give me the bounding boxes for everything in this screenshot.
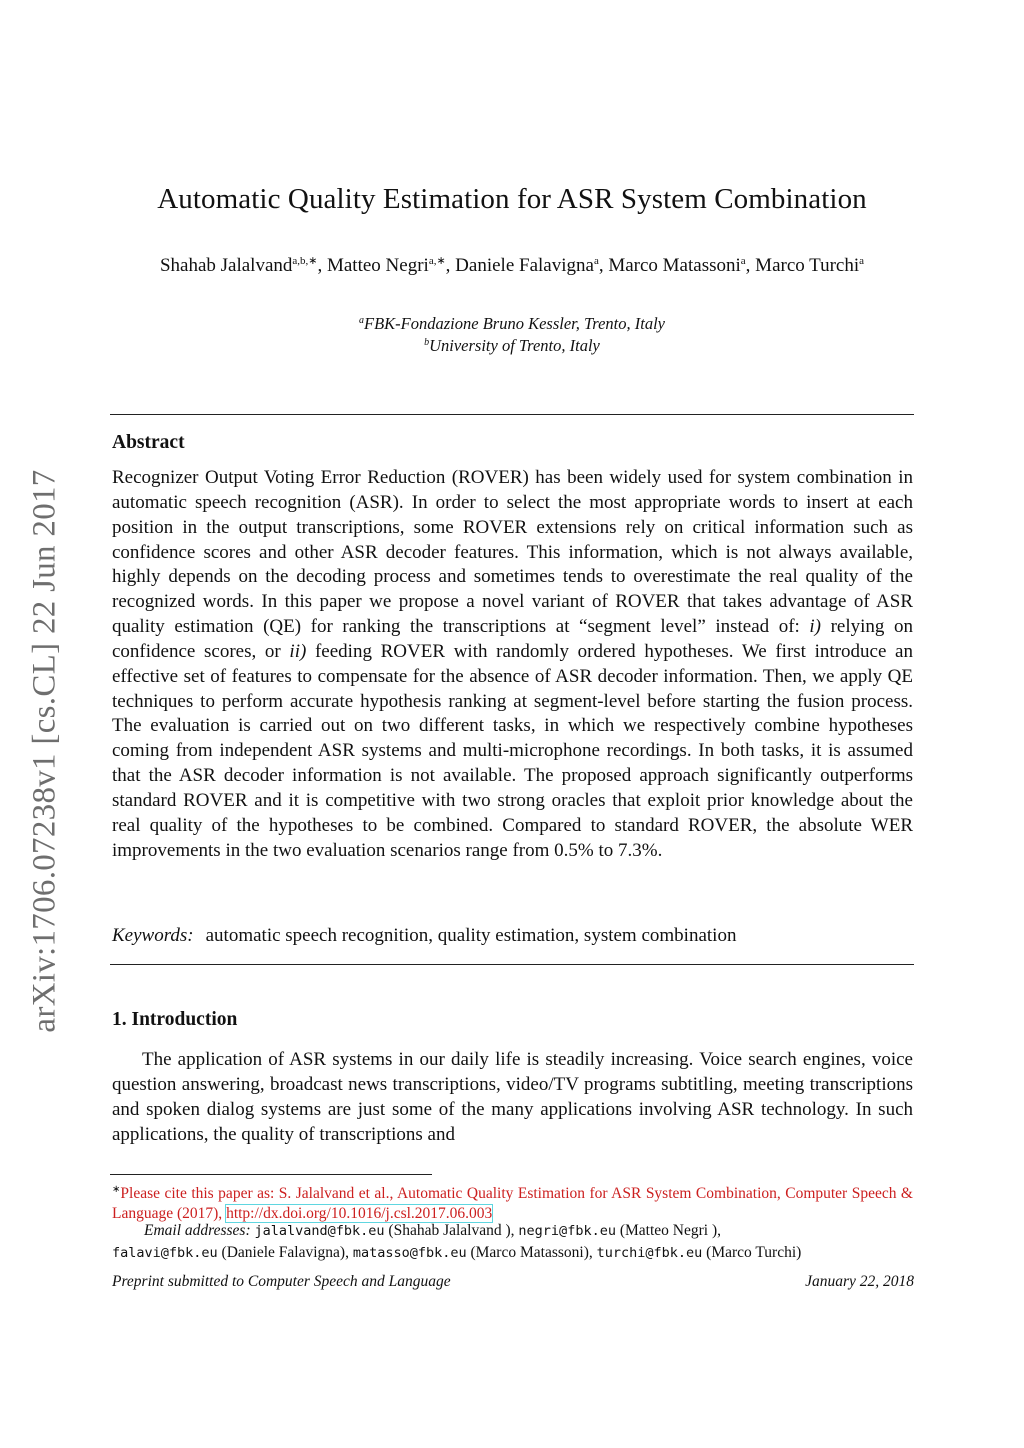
citation-footnote <box>112 1180 913 1224</box>
abstract-text-part1: Recognizer Output Voting Error Reduction (ROVER) has been widely used for system combination in automatic speech recognition (ASR). In order to select the most appropriate words to insert at each position in the output transcriptions, some ROVER extensions rely on critical information such as confidence scores and other ASR decoder features. This information, which is not always available, highly depends on the decoding process and sometimes tends to overestimate the real quality of the recognized words. In this paper we propose a novel variant of ROVER that takes advantage of ASR quality estimation (QE) for ranking the transcriptions at “segment level” instead of: <box>112 467 913 638</box>
email-owner: (Marco Turchi) <box>702 1244 802 1261</box>
email-label: Email addresses: <box>144 1222 251 1239</box>
citation-text: Please cite this paper as: S. Jalalvand et al., Automatic Quality Estimation for ASR System Combination, Computer Speech & Language (2017), <box>112 1185 913 1222</box>
abstract-text-part2: relying on confidence scores, or <box>112 616 913 662</box>
abstract-marker-i: i) <box>809 616 822 638</box>
email-owner: (Daniele Falavigna), <box>217 1244 353 1261</box>
author-name: Shahab Jalalvand <box>159 255 293 276</box>
author-affil-mark: a,∗ <box>428 255 446 267</box>
keywords <box>112 925 736 947</box>
email-link[interactable]: jalalvand@fbk.eu <box>254 1223 385 1239</box>
abstract-body <box>112 466 913 864</box>
affiliation-a <box>0 314 1024 334</box>
paper-title: Automatic Quality Estimation for ASR System Combination <box>157 183 867 215</box>
footnote-star: ∗ <box>112 1184 121 1195</box>
email-link[interactable]: negri@fbk.eu <box>518 1223 616 1239</box>
doi-link[interactable]: http://dx.doi.org/10.1016/j.csl.2017.06.003 <box>226 1205 493 1222</box>
arxiv-identifier: arXiv:1706.07238v1 [cs.CL] 22 Jun 2017 <box>26 469 63 1033</box>
author-separator: , <box>745 255 756 276</box>
email-link[interactable]: falavi@fbk.eu <box>112 1245 218 1261</box>
author-separator: , <box>598 255 609 276</box>
author-affil-mark: a <box>740 255 746 267</box>
email-owner: (Matteo Negri ), <box>615 1222 721 1239</box>
arxiv-sidebar <box>20 456 70 1046</box>
keywords-label: Keywords: <box>112 925 194 946</box>
author-affil-mark: a <box>593 255 599 267</box>
author-name: Matteo Negri <box>326 255 429 276</box>
affiliation-text: FBK-Fondazione Bruno Kessler, Trento, Italy <box>364 314 665 333</box>
author-name: Daniele Falavigna <box>455 255 594 276</box>
email-owner: (Marco Matassoni), <box>466 1244 597 1261</box>
affiliation-b <box>0 336 1024 356</box>
abstract-top-rule <box>110 414 914 415</box>
email-addresses <box>112 1220 913 1264</box>
keywords-text: automatic speech recognition, quality estimation, system combination <box>205 925 737 946</box>
introduction-body: The application of ASR systems in our daily life is steadily increasing. Voice search engines, voice question answering, broadcast news transcriptions, video/TV programs subtitling, meeting transcriptions and spoken dialog systems are just some of the many applications involving ASR technology. In such applications, the quality of transcriptions and <box>112 1049 913 1145</box>
author-list <box>128 249 896 278</box>
author-affil-mark: a,b,∗ <box>292 255 318 267</box>
introduction-heading: 1. Introduction <box>112 1009 238 1030</box>
preprint-note: Preprint submitted to Computer Speech and Language <box>112 1273 451 1290</box>
footnote-rule <box>110 1174 432 1175</box>
abstract-marker-ii: ii) <box>289 640 307 662</box>
author-separator: , <box>317 255 327 276</box>
author-affil-mark: a <box>859 255 865 267</box>
email-owner: (Shahab Jalalvand ), <box>384 1222 519 1239</box>
abstract-bottom-rule <box>110 964 914 965</box>
email-link[interactable]: matasso@fbk.eu <box>352 1245 467 1261</box>
author-separator: , <box>445 255 456 276</box>
affiliation-mark: a <box>359 315 365 326</box>
affiliation-mark: b <box>424 337 430 348</box>
affiliation-text: University of Trento, Italy <box>429 336 600 355</box>
abstract-text-part3: feeding ROVER with randomly ordered hypotheses. We first introduce an effective set of features to compensate for the absence of ASR decoder information. Then, we apply QE techniques to perform accurate hypothesis ranking at segment-level before starting the fusion process. The evaluation is carried out on two different tasks, in which we respectively combine hypotheses coming from independent ASR systems and multi-microphone recordings. In both tasks, it is assumed that the ASR decoder information is not available. The proposed approach significantly outperforms standard ROVER and it is competitive with two strong oracles that exploit prior knowledge about the real quality of the hypotheses to be combined. Compared to standard ROVER, the absolute WER improvements in the two evaluation scenarios range from 0.5% to 7.3%. <box>112 640 913 861</box>
email-link[interactable]: turchi@fbk.eu <box>596 1245 703 1261</box>
abstract-heading: Abstract <box>112 432 185 453</box>
preprint-date: January 22, 2018 <box>805 1273 914 1290</box>
author-name: Marco Turchi <box>755 255 860 276</box>
author-name: Marco Matassoni <box>608 255 741 276</box>
